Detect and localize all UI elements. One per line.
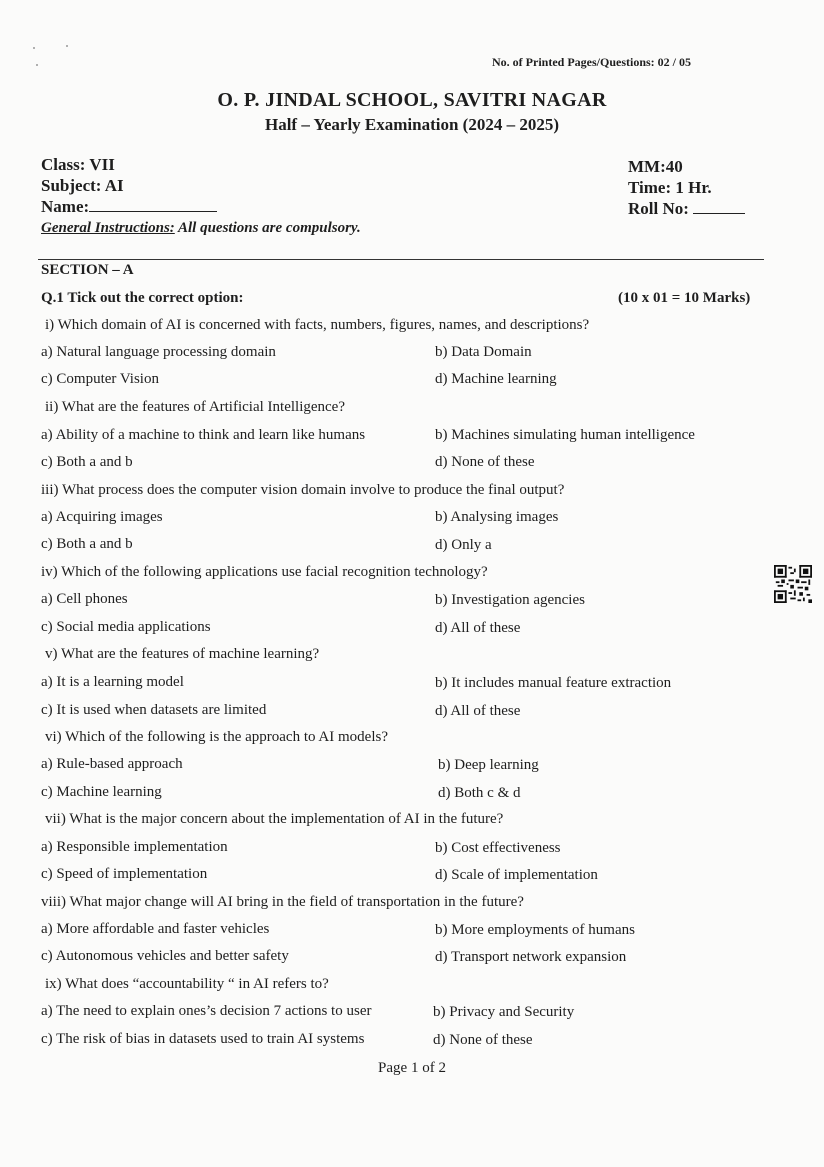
option-6a: a) Rule-based approach [41, 756, 183, 772]
option-3a: a) Acquiring images [41, 509, 163, 525]
option-8b: b) More employments of humans [435, 922, 635, 938]
class-label: Class: VII [41, 155, 115, 174]
exam-title: Half – Yearly Examination (2024 – 2025) [264, 115, 560, 134]
option-4b: b) Investigation agencies [435, 592, 585, 608]
option-6c: c) Machine learning [41, 784, 162, 800]
option-5b: b) It includes manual feature extraction [435, 675, 672, 691]
roll-label: Roll No: [628, 199, 689, 218]
option-2b: b) Machines simulating human intelligence [435, 427, 695, 443]
instructions-text: All questions are compulsory. [174, 220, 361, 236]
subject-label: Subject: AI [41, 176, 124, 195]
option-1b: b) Data Domain [435, 344, 532, 360]
option-5c: c) It is used when datasets are limited [41, 702, 267, 718]
max-marks: MM:40 [628, 157, 683, 176]
option-6d: d) Both c & d [438, 785, 521, 801]
option-1a: a) Natural language processing domain [41, 344, 276, 360]
option-8d: d) Transport network expansion [435, 949, 627, 965]
name-blank-line [89, 197, 217, 212]
option-1c: c) Computer Vision [41, 371, 159, 387]
scan-speck [66, 45, 68, 47]
question-4: iv) Which of the following applications use facial recognition technology? [41, 564, 488, 580]
name-field [41, 197, 217, 217]
name-label: Name: [41, 197, 90, 216]
instructions-label: General Instructions: [41, 220, 175, 236]
option-2d: d) None of these [435, 454, 535, 470]
section-divider [38, 259, 764, 260]
scan-speck [36, 64, 38, 66]
option-9c: c) The risk of bias in datasets used to train AI systems [41, 1031, 365, 1047]
roll-blank-line [693, 199, 745, 214]
option-4c: c) Social media applications [41, 619, 211, 635]
option-7d: d) Scale of implementation [435, 867, 598, 883]
option-9b: b) Privacy and Security [433, 1004, 575, 1020]
question-8: viii) What major change will AI bring in the field of transportation in the future? [41, 894, 524, 910]
option-9a: a) The need to explain ones’s decision 7 actions to user [41, 1003, 372, 1019]
option-6b: b) Deep learning [438, 757, 539, 773]
option-9d: d) None of these [433, 1032, 533, 1048]
option-5d: d) All of these [435, 703, 521, 719]
question-2: ii) What are the features of Artificial Intelligence? [45, 399, 345, 415]
option-7c: c) Speed of implementation [41, 866, 208, 882]
scan-speck [33, 47, 35, 49]
school-name: O. P. JINDAL SCHOOL, SAVITRI NAGAR [217, 89, 607, 111]
general-instructions [41, 220, 361, 237]
question-9: ix) What does “accountability “ in AI refers to? [45, 976, 329, 992]
question-marks: (10 x 01 = 10 Marks) [618, 290, 751, 306]
option-7b: b) Cost effectiveness [435, 840, 561, 856]
option-8a: a) More affordable and faster vehicles [41, 921, 270, 937]
question-6: vi) Which of the following is the approach to AI models? [45, 729, 388, 745]
option-4a: a) Cell phones [41, 591, 128, 607]
option-3c: c) Both a and b [41, 536, 133, 552]
option-4d: d) All of these [435, 620, 521, 636]
option-3b: b) Analysing images [435, 509, 559, 525]
option-5a: a) It is a learning model [41, 674, 184, 690]
option-2a: a) Ability of a machine to think and learn like humans [41, 427, 366, 443]
option-7a: a) Responsible implementation [41, 839, 228, 855]
option-1d: d) Machine learning [435, 371, 557, 387]
question-7: vii) What is the major concern about the implementation of AI in the future? [45, 811, 504, 827]
question-title: Q.1 Tick out the correct option: [41, 290, 244, 306]
qr-code-icon [774, 565, 812, 603]
option-3d: d) Only a [435, 537, 492, 553]
time-label: Time: 1 Hr. [628, 178, 712, 197]
printed-pages-note: No. of Printed Pages/Questions: 02 / 05 [492, 55, 691, 69]
question-3: iii) What process does the computer vision domain involve to produce the final output? [41, 482, 565, 498]
page-footer: Page 1 of 2 [378, 1060, 446, 1076]
option-8c: c) Autonomous vehicles and better safety [41, 948, 289, 964]
option-2c: c) Both a and b [41, 454, 133, 470]
question-5: v) What are the features of machine learning? [45, 646, 320, 662]
section-heading: SECTION – A [41, 262, 134, 278]
question-1: i) Which domain of AI is concerned with facts, numbers, figures, names, and descriptions? [45, 317, 590, 333]
roll-field [628, 199, 745, 219]
